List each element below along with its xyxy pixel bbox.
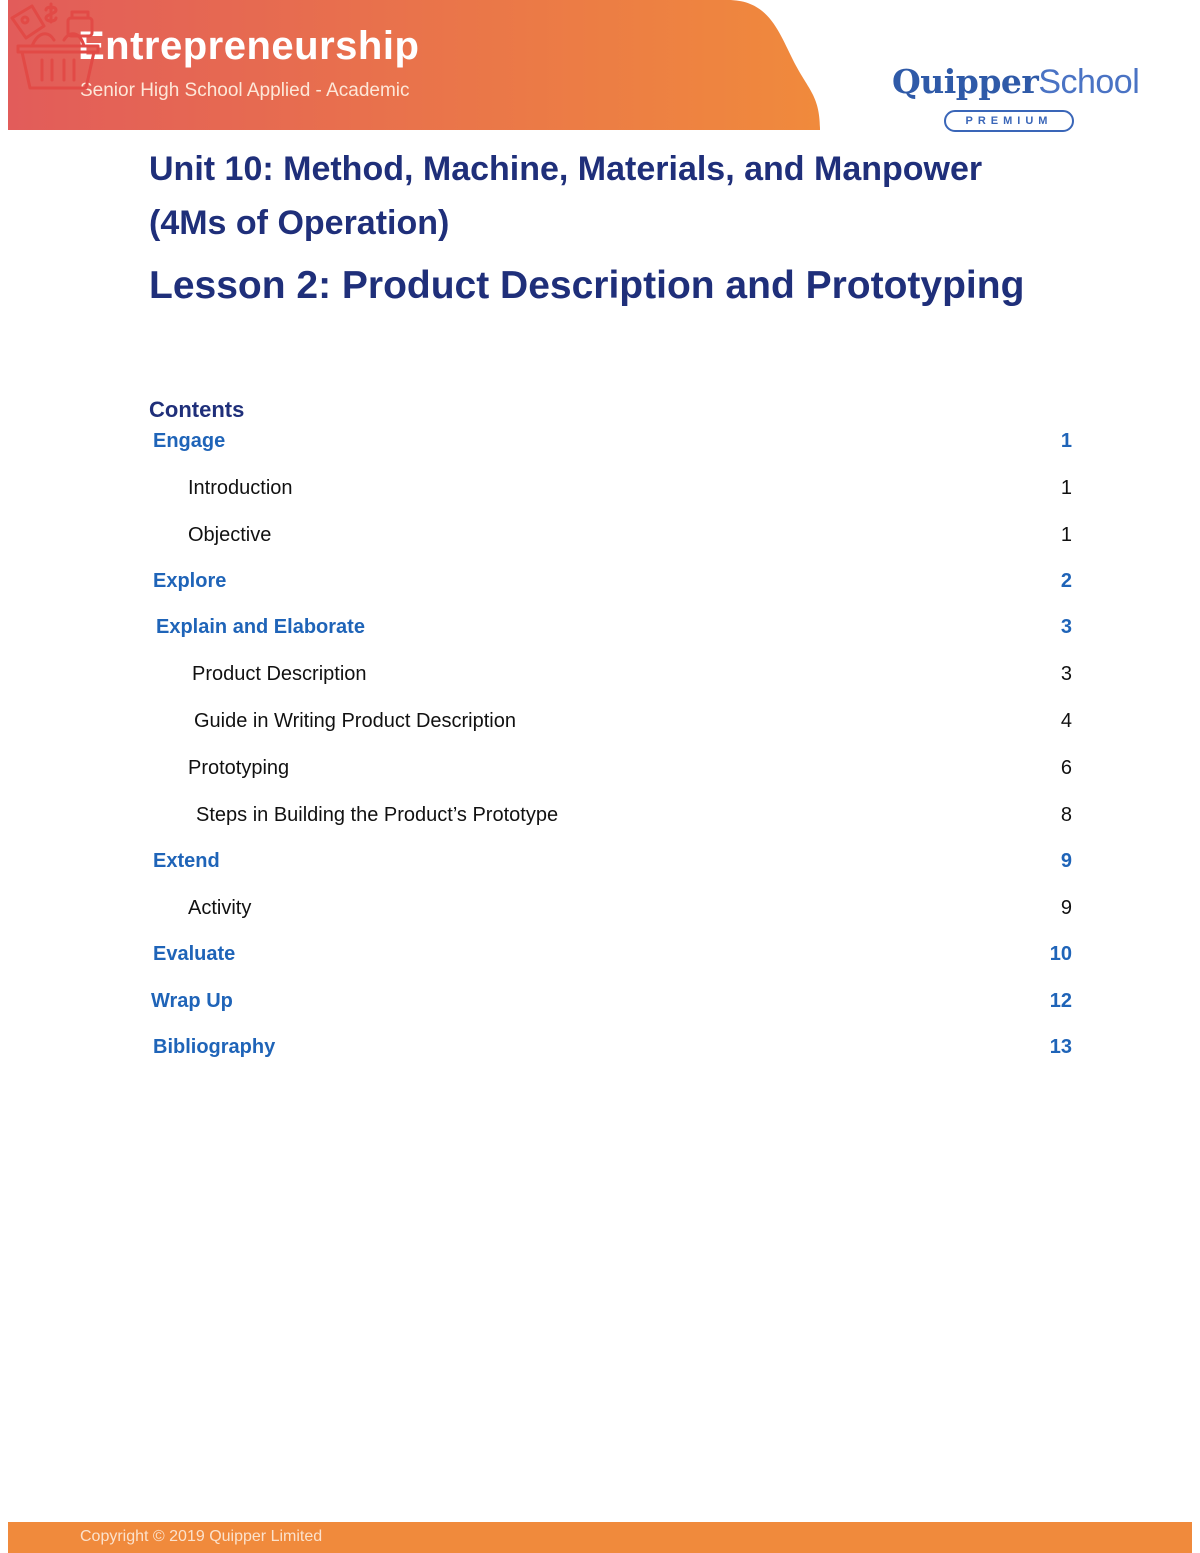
toc-entry-label: Explain and Elaborate [156,616,365,638]
header-banner [8,0,820,130]
toc-heading: Contents [149,397,245,422]
toc-entry-page: 8 [1060,804,1072,826]
toc-entry-label: Guide in Writing Product Description [194,710,516,732]
toc-entry-wrap-up[interactable] [0,990,1200,1020]
toc-entry-page: 6 [1060,757,1072,779]
quipper-school-logo [892,60,1139,102]
toc-entry-label: Evaluate [153,943,236,965]
toc-entry-label: Introduction [188,477,293,499]
toc-entry-page: 1 [1060,524,1072,546]
toc-entry-label: Product Description [192,663,367,685]
toc-entry-page: 10 [1049,943,1072,965]
footer-bar [8,1522,1192,1553]
toc-entry-label: Extend [153,850,220,872]
toc-entry-page: 13 [1049,1036,1072,1058]
toc-entry-label: Objective [188,524,272,546]
toc-entry-label: Wrap Up [151,990,233,1012]
toc-entry-introduction[interactable] [0,477,1200,507]
toc-entry-bibliography[interactable] [0,1036,1200,1066]
toc-entry-evaluate[interactable] [0,943,1200,973]
toc-entry-label: Engage [153,430,226,452]
toc-entry-page: 1 [1060,477,1072,499]
toc-entry-page: 9 [1060,850,1072,872]
course-title: Entrepreneurship [78,24,420,68]
toc-entry-prototyping[interactable] [0,757,1200,787]
toc-entry-objective[interactable] [0,524,1200,554]
toc-entry-label: Explore [153,570,227,592]
toc-entry-page: 3 [1060,616,1072,638]
copyright-text: Copyright © 2019 Quipper Limited [80,1528,323,1545]
toc-entry-page: 4 [1060,710,1072,732]
premium-badge: PREMIUM [944,110,1074,132]
toc-entry-page: 12 [1049,990,1072,1012]
course-subtitle: Senior High School Applied - Academic [80,80,410,101]
toc-entry-guide-in-writing[interactable] [0,710,1200,740]
brand-name-bold: Quipper [892,62,1039,101]
toc-entry-label: Bibliography [153,1036,276,1058]
toc-entry-label: Steps in Building the Product’s Prototype [196,804,559,826]
unit-title: Unit 10: Method, Machine, Materials, and Manpower (4Ms of Operation) [149,150,983,242]
brand-name-regular: School [1038,63,1140,101]
toc-entry-page: 9 [1060,897,1072,919]
toc-entry-explore[interactable] [0,570,1200,600]
toc-entry-page: 2 [1060,570,1072,592]
toc-entry-page: 3 [1060,663,1072,685]
toc-entry-engage[interactable] [0,430,1200,460]
toc-entry-explain-and-elaborate[interactable] [0,616,1200,646]
shopping-basket-icon [8,0,108,95]
toc-entry-page: 1 [1060,430,1072,452]
toc-entry-steps-in-building[interactable] [0,804,1200,834]
toc-entry-extend[interactable] [0,850,1200,880]
toc-entry-product-description[interactable] [0,663,1200,693]
toc-entry-activity[interactable] [0,897,1200,927]
toc-entry-label: Activity [188,897,252,919]
toc-entry-label: Prototyping [188,757,290,779]
lesson-title: Lesson 2: Product Description and Prototyping [149,264,1025,307]
